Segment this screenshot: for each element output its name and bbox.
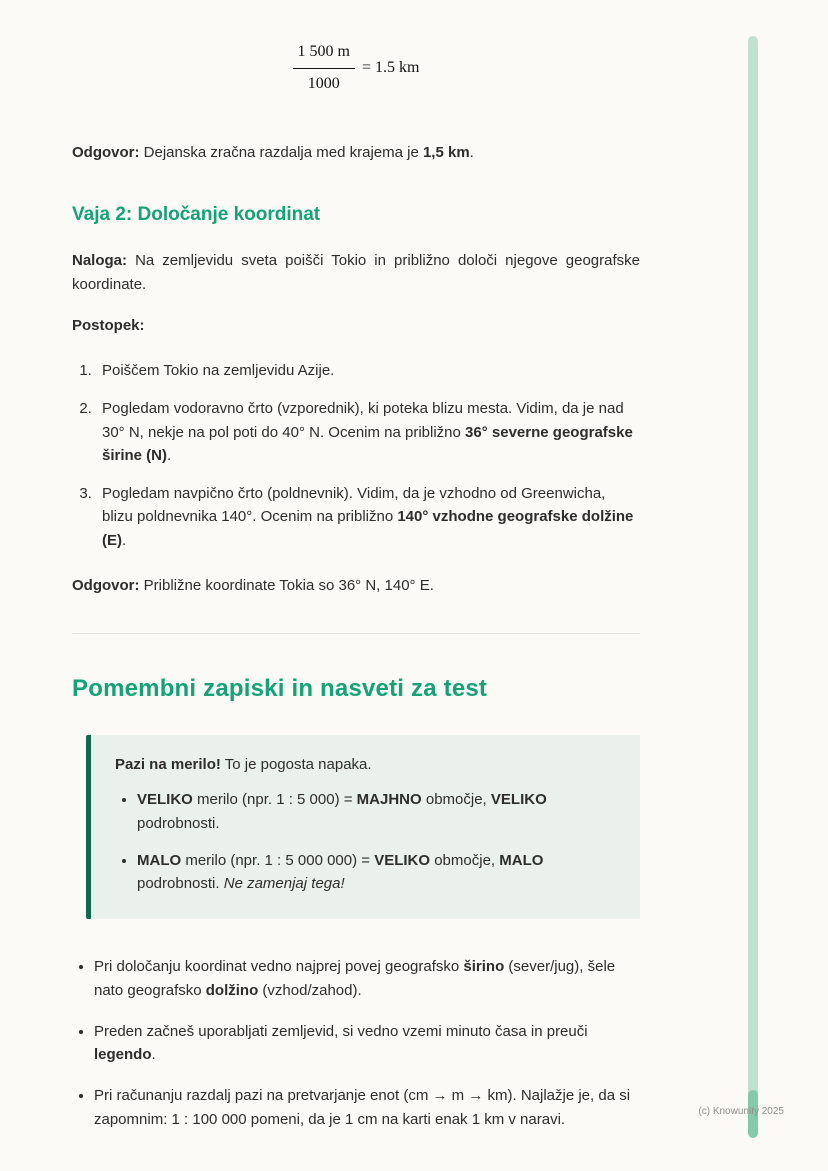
fraction [293,40,355,97]
heading-notes: Pomembni zapiski in nasveti za test [72,675,488,703]
section-divider-top [72,633,640,634]
procedure-step-1: 1. Poiščem Tokio na zemljevidu Azije. [96,359,640,382]
procedure-step-2: 2. Pogledam vodoravno črto (vzporednik), ki poteka blizu mesta. Vidim, da je nad 30° N, nekje na pol poti do 40° N. Ocenim na približno 36° severne geografske širine (N). [96,397,640,467]
answer-distance: Odgovor: Dejanska zračna razdalja med krajema je 1,5 km. [72,143,474,161]
document-content [72,36,640,1171]
procedure-label: Postopek: [72,316,145,334]
tip-legend: • Preden začneš uporabljati zemljevid, si vedno vzemi minuto časa in preuči legendo. [94,1020,640,1067]
heading-vaja2: Vaja 2: Določanje koordinat [72,203,321,225]
procedure-steps [72,359,640,552]
formula-result: = 1.5 km [361,58,420,76]
scale-formula [72,40,640,97]
callout-title: Pazi na merilo! To je pogosta napaka. [115,756,372,774]
footer-copyright: (c) Knowunity 2025 [698,1106,784,1117]
fraction-denominator: 1000 [307,74,340,92]
task-paragraph: Naloga: Na zemljevidu sveta poišči Tokio in približno določi njegove geografske koordinate. [72,252,640,293]
procedure-step-3: 3. Pogledam navpično črto (poldnevnik). Vidim, da je vzhodno od Greenwicha, blizu poldnevnika 140°. Ocenim na približno 140° vzhodne geografske dolžine (E). [96,482,640,552]
callout-item-large-scale: • VELIKO merilo (npr. 1 : 5 000) = MAJHNO območje, VELIKO podrobnosti. [137,788,616,835]
scrollbar-track[interactable] [748,36,758,1138]
fraction-numerator: 1 500 m [293,40,355,69]
callout-item-small-scale: • MALO merilo (npr. 1 : 5 000 000) = VELIKO območje, MALO podrobnosti. Ne zamenjaj tega! [137,849,616,896]
callout-list [115,788,616,895]
tip-unit-conversion: • Pri računanju razdalj pazi na pretvarjanje enot (cm → m → km). Najlažje je, da si zapomnim: 1 : 100 000 pomeni, da je 1 cm na karti enak 1 km v naravi. [94,1084,640,1131]
callout-warning-box [86,735,640,919]
tips-list [72,955,640,1131]
tip-coordinates-order: • Pri določanju koordinat vedno najprej povej geografsko širino (sever/jug), šele nato geografsko dolžino (vzhod/zahod). [94,955,640,1002]
answer-coordinates: Odgovor: Približne koordinate Tokia so 36° N, 140° E. [72,576,434,594]
